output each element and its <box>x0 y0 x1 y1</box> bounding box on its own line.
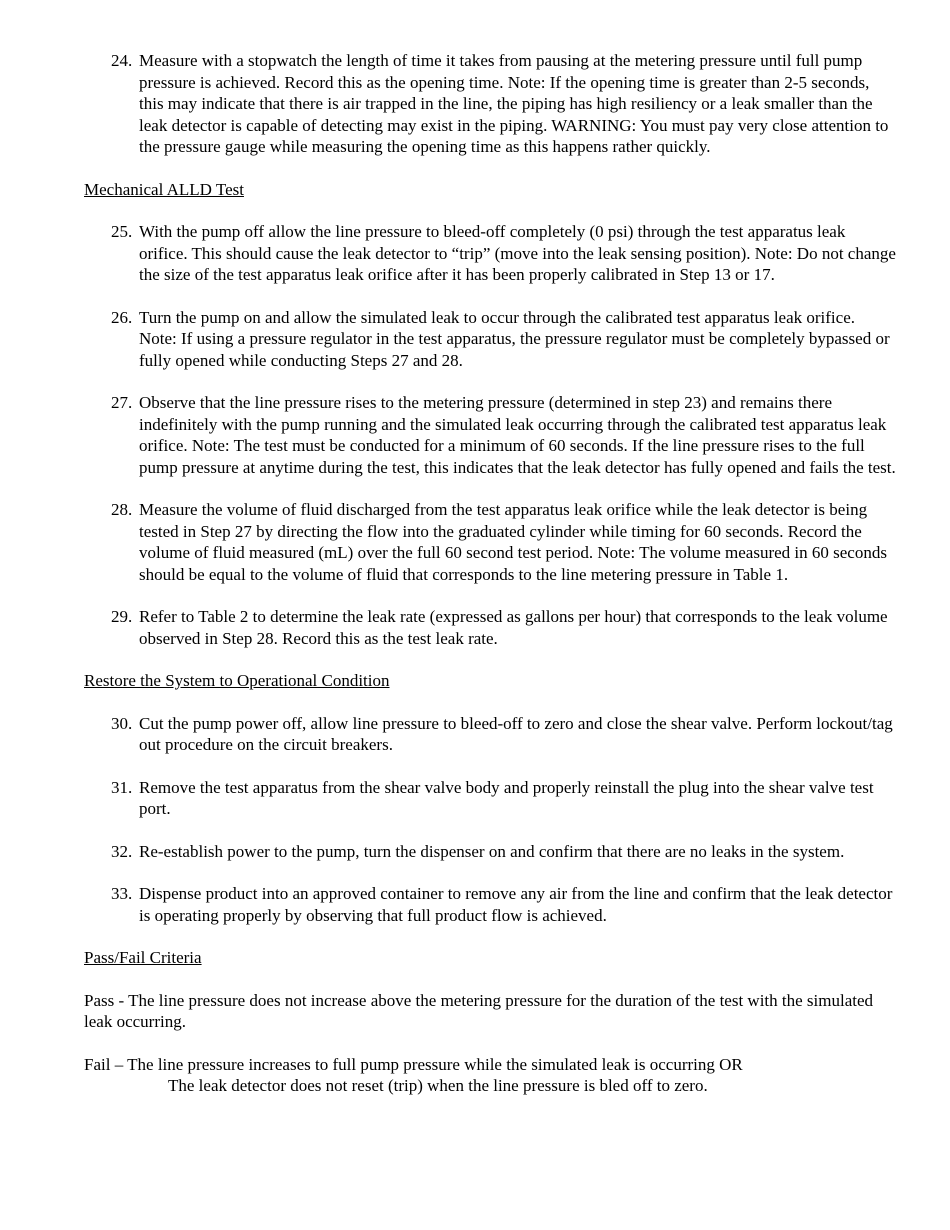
fail-criteria-line-1: Fail – The line pressure increases to full pump pressure while the simulated leak is occurring OR <box>84 1054 743 1074</box>
step-number: 30. <box>111 713 133 733</box>
step-30 <box>84 713 896 756</box>
step-28 <box>84 499 896 585</box>
fail-criteria-line-2: The leak detector does not reset (trip) when the line pressure is bled off to zero. <box>168 1076 708 1095</box>
pass-criteria: Pass - The line pressure does not increase above the metering pressure for the duration of the test with the simulated leak occurring. <box>84 990 874 1031</box>
document-page <box>84 50 896 1097</box>
step-text: Observe that the line pressure rises to the metering pressure (determined in step 23) and remains there indefinitely with the pump running and the simulated leak occurring through the calibrated test apparatus leak orifice. Note: The test must be conducted for a minimum of 60 seconds. If the line pressure rises to the full pump pressure at anytime during the test, this indicates that the leak detector has fully opened and fails the test. <box>139 393 896 477</box>
fail-criteria <box>84 1054 896 1097</box>
step-number: 33. <box>111 884 133 903</box>
step-number: 31. <box>111 777 133 797</box>
step-text: Measure with a stopwatch the length of time it takes from pausing at the metering pressure until full pump pressure is achieved. Record this as the opening time. Note: If the opening time is greater than 2-5 seconds, this may indicate that there is air trapped in the line, the piping has high resiliency or a leak smaller than the leak detector is capable of detecting may exist in the piping. WARNING: You must pay very close attention to the pressure gauge while measuring the opening time as this happens rather quickly. <box>139 51 889 156</box>
step-text: Remove the test apparatus from the shear valve body and properly reinstall the plug into the shear valve test port. <box>139 777 874 818</box>
step-number: 27. <box>111 393 133 412</box>
step-26 <box>84 307 896 372</box>
step-number: 25. <box>111 222 133 241</box>
step-text: Turn the pump on and allow the simulated leak to occur through the calibrated test apparatus leak orifice. Note: If using a pressure regulator in the test apparatus, the pressure regulator must be completely bypassed or fully opened while conducting Steps 27 and 28. <box>139 307 890 370</box>
step-text: Dispense product into an approved container to remove any air from the line and confirm that the leak detector is operating properly by observing that full product flow is achieved. <box>139 884 893 925</box>
step-31 <box>84 777 896 820</box>
step-text: Refer to Table 2 to determine the leak rate (expressed as gallons per hour) that corresponds to the leak volume observed in Step 28. Record this as the test leak rate. <box>139 607 888 648</box>
step-number: 24. <box>111 51 133 70</box>
step-text: With the pump off allow the line pressure to bleed-off completely (0 psi) through the test apparatus leak orifice. This should cause the leak detector to “trip” (move into the leak sensing position). Note: Do not change the size of the test apparatus leak orifice after it has been properly calibrated in Step 13 or 17. <box>139 222 896 284</box>
step-27 <box>84 392 896 478</box>
step-24 <box>84 50 896 158</box>
section-heading-mechanical-alld-test: Mechanical ALLD Test <box>84 179 244 199</box>
step-25 <box>84 221 896 286</box>
step-number: 28. <box>111 500 133 519</box>
step-text: Re-establish power to the pump, turn the dispenser on and confirm that there are no leaks in the system. <box>139 841 845 861</box>
section-heading-pass-fail-criteria: Pass/Fail Criteria <box>84 948 202 967</box>
step-number: 32. <box>111 841 133 861</box>
step-text: Measure the volume of fluid discharged from the test apparatus leak orifice while the leak detector is being tested in Step 27 by directing the flow into the graduated cylinder while timing for 60 seconds. Record the volume of fluid measured (mL) over the full 60 second test period. Note: The volume measured in 60 seconds should be equal to the volume of fluid that corresponds to the line metering pressure in Table 1. <box>139 500 887 584</box>
step-text: Cut the pump power off, allow line pressure to bleed-off to zero and close the shear valve. Perform lockout/tag out procedure on the circuit breakers. <box>139 713 893 754</box>
step-33 <box>84 883 896 926</box>
step-number: 26. <box>111 307 133 327</box>
step-29 <box>84 606 896 649</box>
section-heading-restore-system: Restore the System to Operational Condition <box>84 671 390 690</box>
step-32 <box>84 841 896 863</box>
step-number: 29. <box>111 607 133 626</box>
